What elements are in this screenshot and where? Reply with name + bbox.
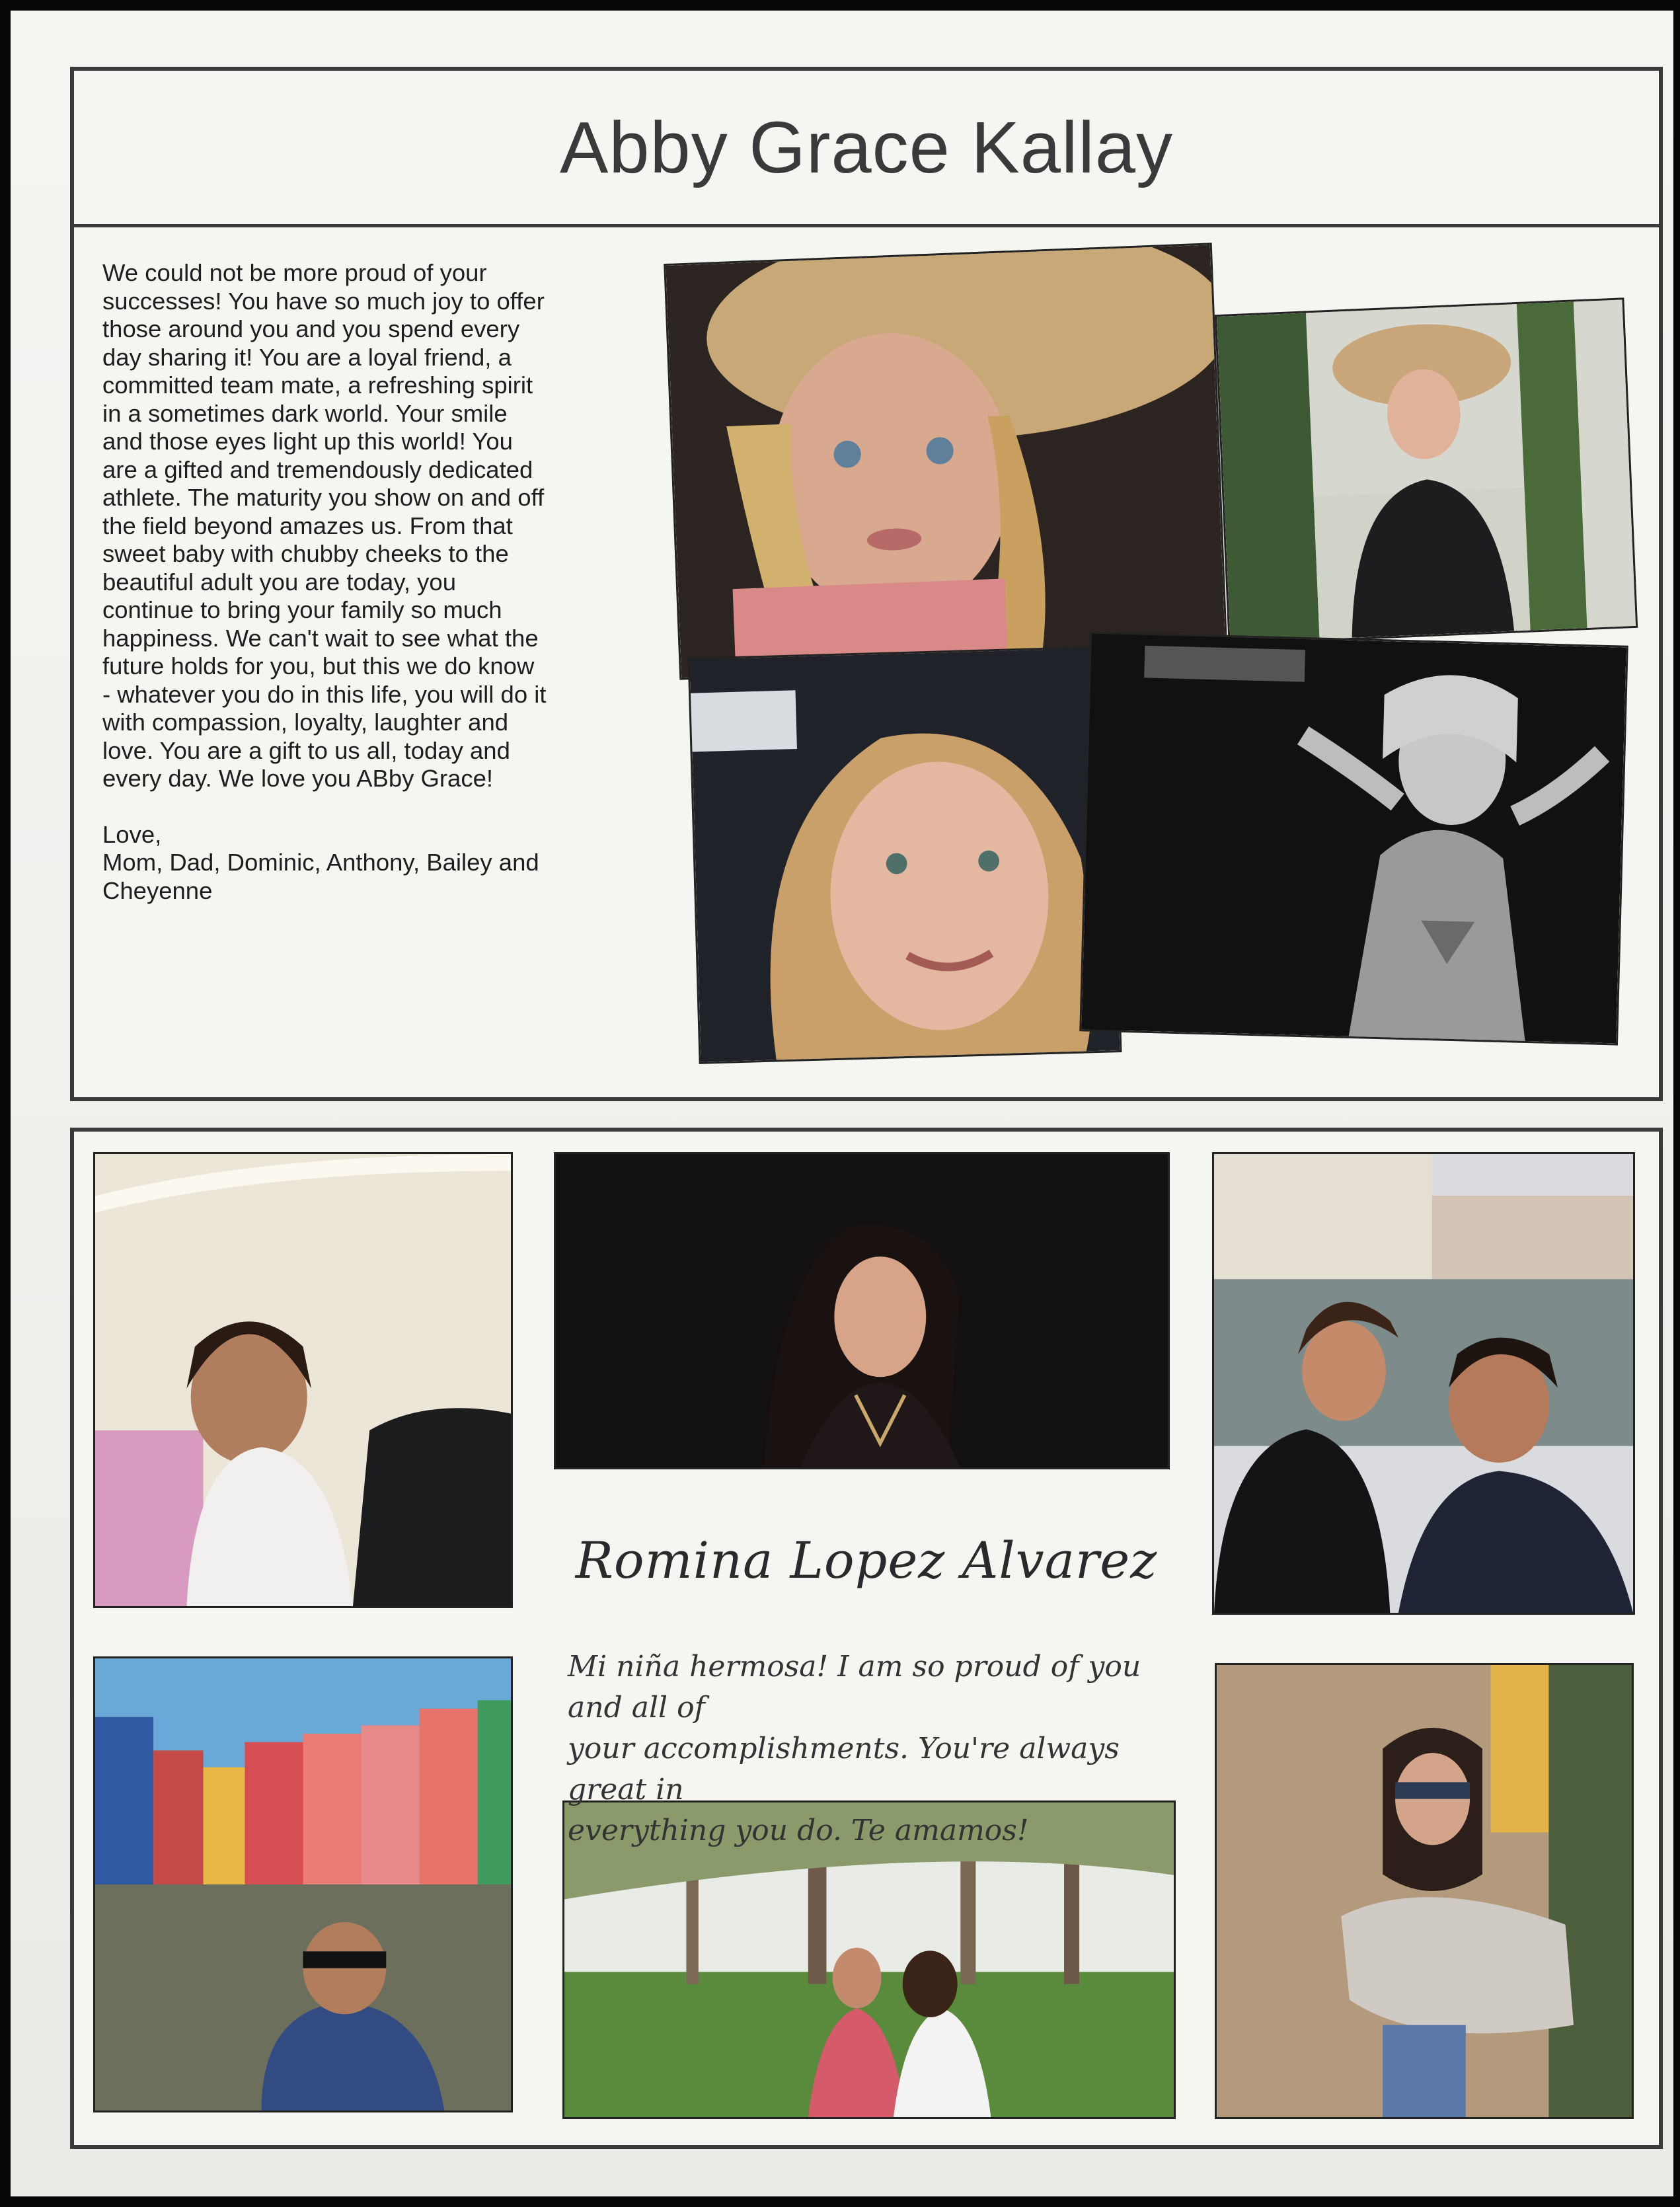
letter-line: in a sometimes dark world. Your smile (102, 399, 508, 427)
romina-name: Romina Lopez Alvarez (575, 1531, 1158, 1590)
romina-message-line: your accomplishments. You're always great in (568, 1732, 1120, 1806)
romina-message (568, 1646, 1163, 1851)
title-bar (74, 71, 1659, 227)
romina-message-line: everything you do. Te amamos! (568, 1814, 1029, 1847)
letter-signature: Cheyenne (102, 876, 213, 904)
letter-line: continue to bring your family so much (102, 596, 502, 623)
romina-message-line: Mi niña hermosa! I am so proud of you and all of (568, 1650, 1141, 1724)
letter-line: the field beyond amazes us. From that (102, 512, 513, 539)
letter-signoff: Love, (102, 820, 162, 848)
letter-line: beautiful adult you are today, you (102, 568, 457, 596)
page-title: Abby Grace Kallay (560, 106, 1173, 188)
photo-portrait-dark (554, 1152, 1170, 1469)
letter-line: sweet baby with chubby cheeks to the (102, 540, 509, 567)
parent-letter (102, 259, 691, 905)
letter-signature: Mom, Dad, Dominic, Anthony, Bailey and (102, 849, 539, 876)
yearbook-page (11, 11, 1673, 2196)
photo-toddler-superman (1079, 631, 1628, 1045)
letter-line: happiness. We can't wait to see what the (102, 624, 539, 652)
letter-line: successes! You have so much joy to offer (102, 287, 545, 315)
letter-line: those around you and you spend every (102, 315, 520, 342)
letter-line: We could not be more proud of your (102, 259, 487, 286)
letter-line: committed team mate, a refreshing spirit (102, 371, 533, 399)
letter-line: love. You are a gift to us all, today and (102, 736, 510, 764)
photo-dog-stone-wall (1215, 1663, 1634, 2119)
letter-line: with compassion, loyalty, laughter and (102, 709, 509, 736)
letter-line: day sharing it! You are a loyal friend, a (102, 343, 512, 371)
photo-straw-hat-garden (1215, 297, 1638, 645)
photo-teen-selfie (688, 646, 1122, 1064)
photo-venice-canal-duo (1212, 1152, 1635, 1615)
letter-line: - whatever you do in this life, you will do it (102, 680, 547, 708)
photo-child-dollhouse (93, 1152, 513, 1608)
letter-line: athlete. The maturity you show on and off (102, 484, 545, 511)
letter-line: and those eyes light up this world! You (102, 428, 513, 455)
letter-line: every day. We love you ABby Grace! (102, 765, 494, 792)
photo-toddler-straw-hat (664, 243, 1228, 679)
letter-line: are a gifted and tremendously dedicated (102, 455, 533, 483)
photo-burano-houses (93, 1656, 513, 2112)
letter-line: future holds for you, but this we do know (102, 652, 535, 679)
